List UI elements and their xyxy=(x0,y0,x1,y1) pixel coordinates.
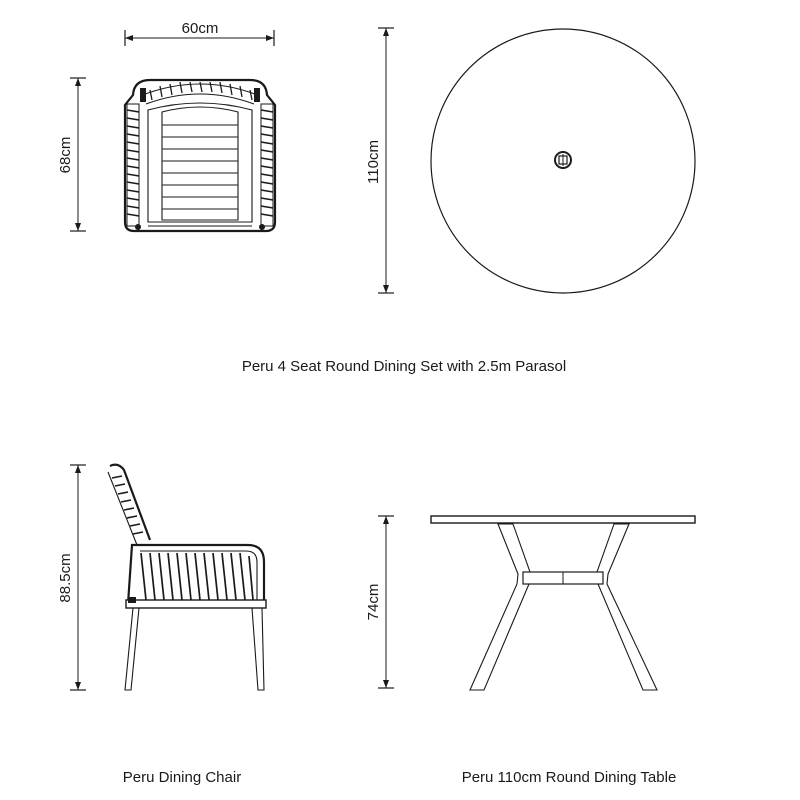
chair-width-label: 60cm xyxy=(181,20,219,37)
chair-width-dimension xyxy=(125,20,274,46)
parasol-hole-icon xyxy=(555,152,571,168)
chair-height-dimension xyxy=(57,465,86,690)
chair-caption: Peru Dining Chair xyxy=(122,769,242,786)
table-height-dimension xyxy=(365,516,394,688)
chair-top-view xyxy=(125,80,275,231)
table-side-view xyxy=(431,516,695,690)
chair-depth-dimension xyxy=(57,78,86,231)
chair-depth-label: 68cm xyxy=(57,136,74,174)
table-height-label: 74cm xyxy=(365,583,382,621)
table-top-view xyxy=(431,29,695,293)
table-diameter-label: 110cm xyxy=(365,140,382,184)
chair-side-view xyxy=(108,465,266,690)
table-diameter-dimension xyxy=(365,28,394,293)
chair-height-label: 88.5cm xyxy=(57,553,74,603)
set-title: Peru 4 Seat Round Dining Set with 2.5m Parasol xyxy=(241,358,567,375)
table-caption: Peru 110cm Round Dining Table xyxy=(461,769,677,786)
